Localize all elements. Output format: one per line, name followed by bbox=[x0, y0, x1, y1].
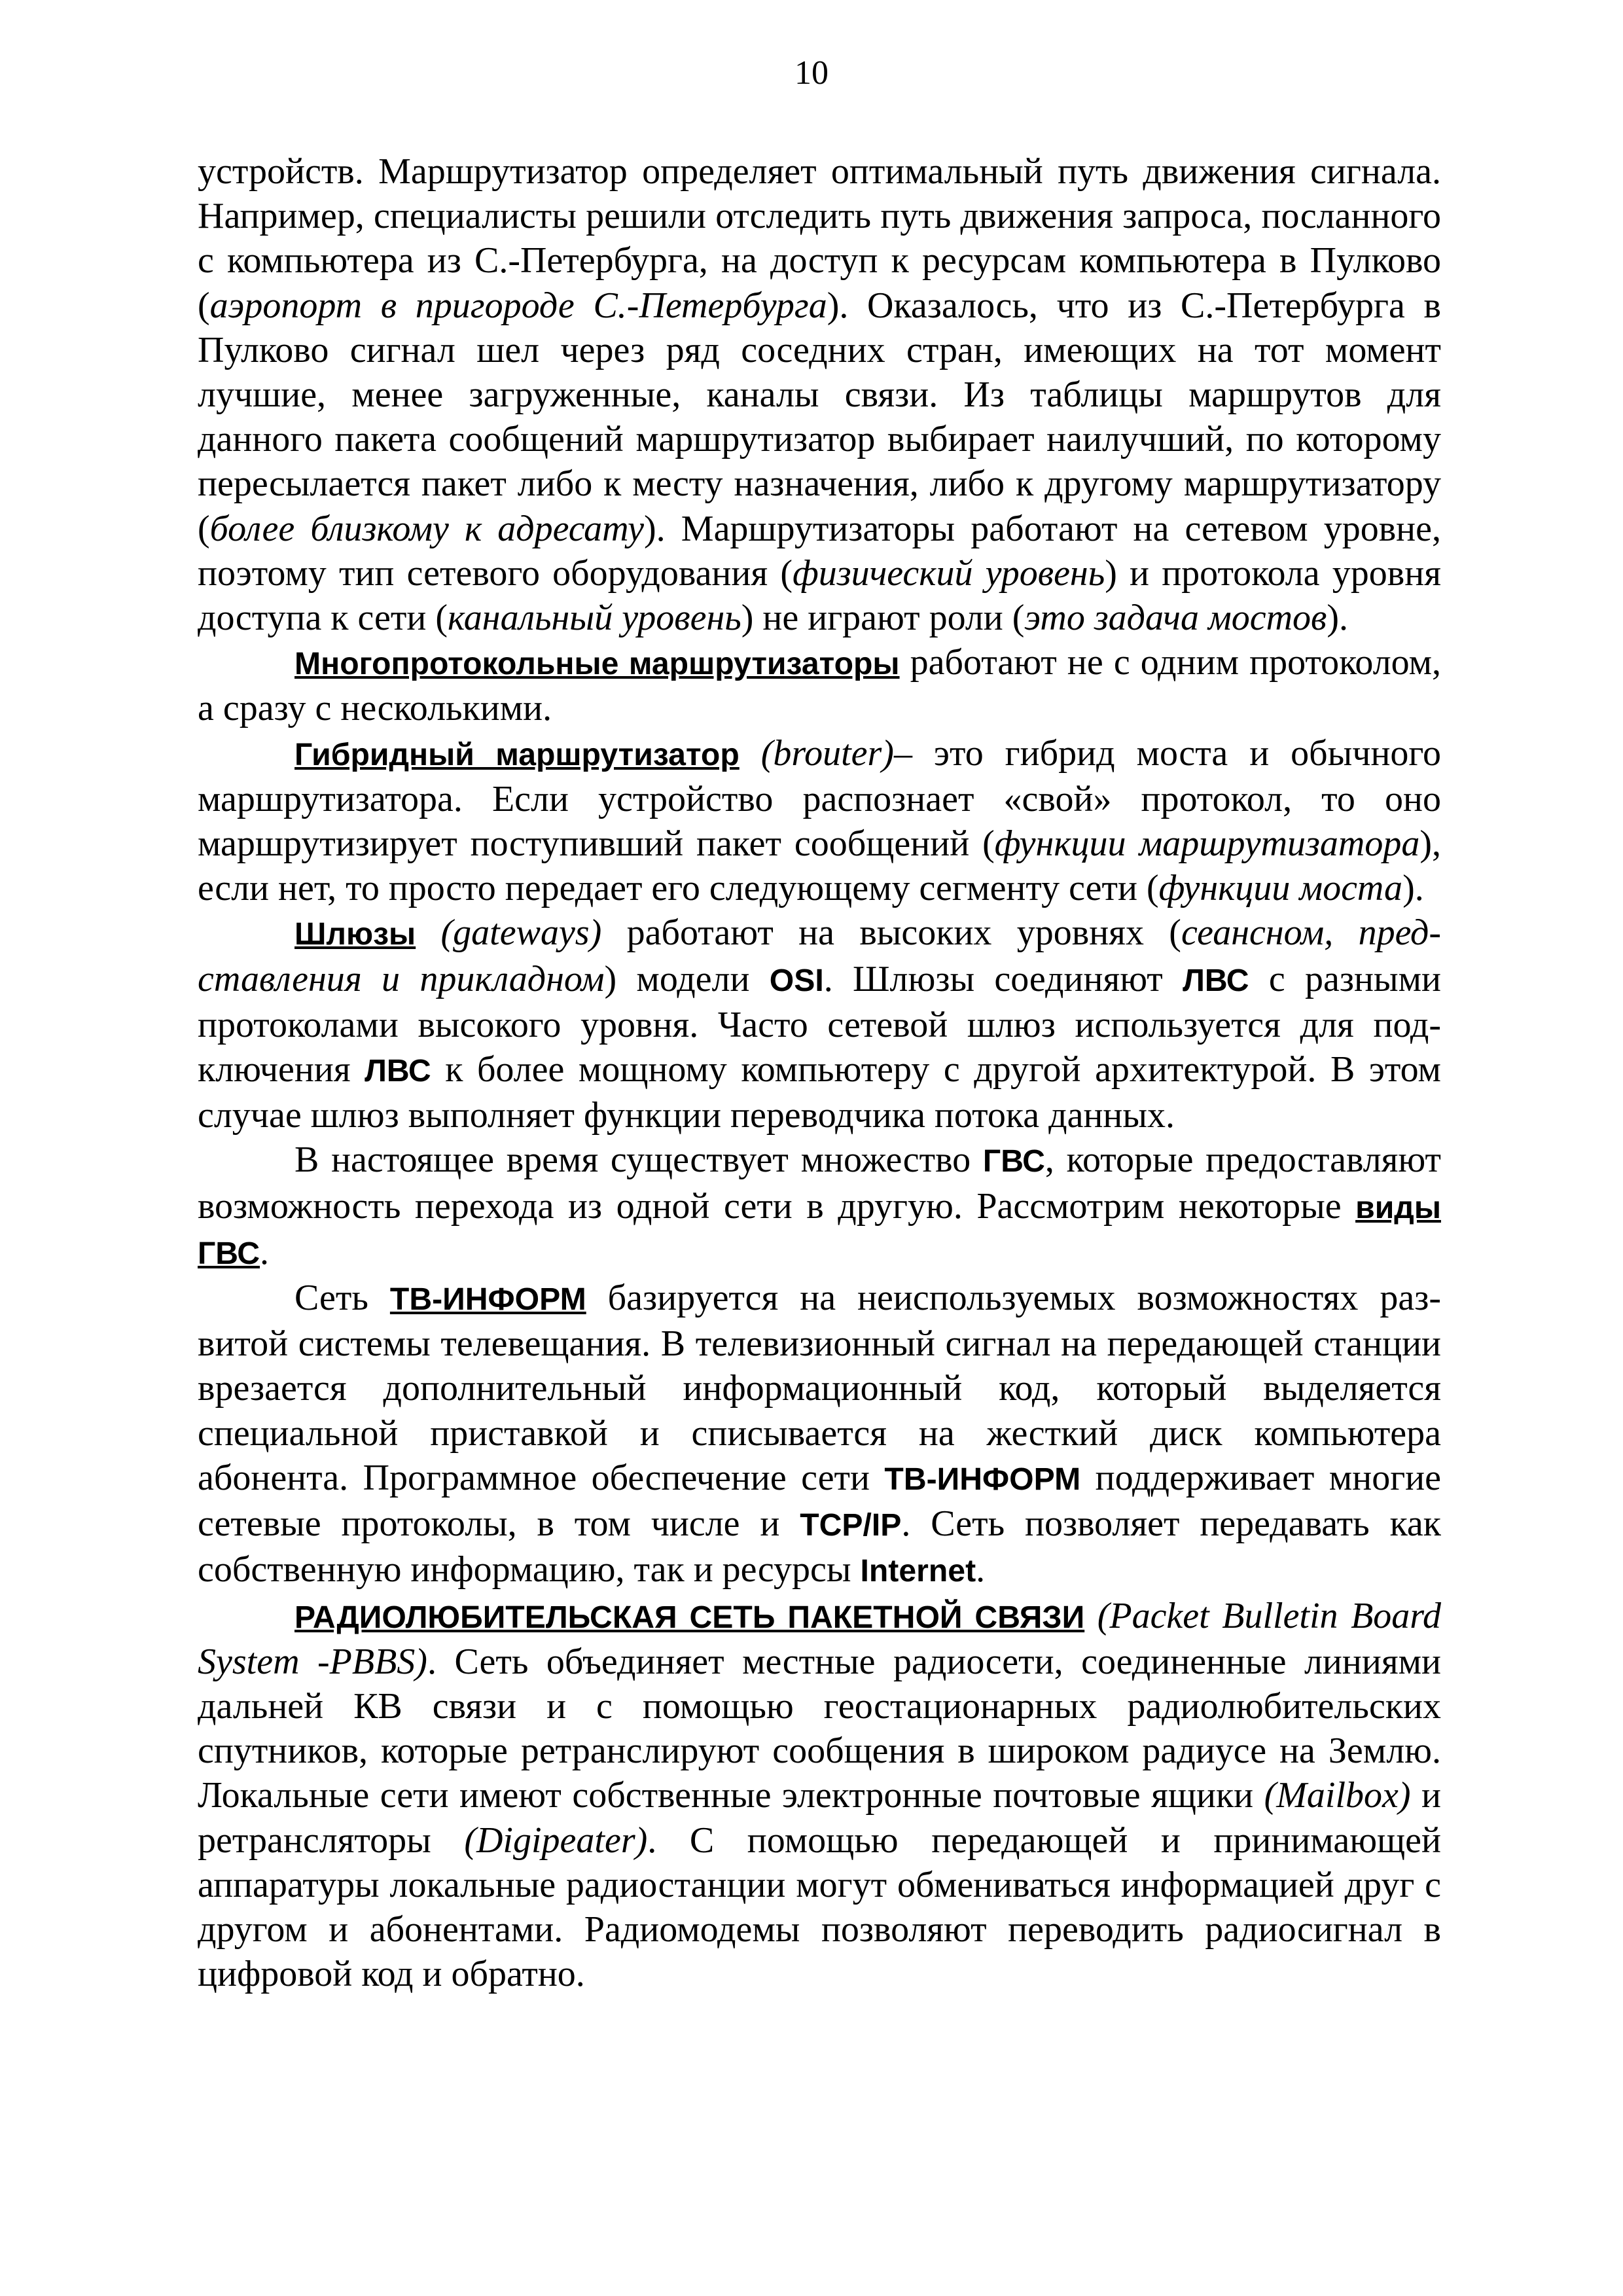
term-wan-types: виды ГВС bbox=[198, 1189, 1441, 1271]
page-body bbox=[198, 149, 1441, 1996]
italic-note: (brouter) bbox=[739, 732, 894, 774]
text: ) и протокола уровня доступа к сети ( bbox=[198, 552, 1441, 639]
italic-note: аэропорт в пригороде С.-Петербурга bbox=[209, 285, 827, 326]
italic-note: (Mailbox) bbox=[1264, 1775, 1411, 1816]
paragraph-brouter bbox=[198, 731, 1441, 911]
text: к более мощному компьютеру с другой архитектурой. В этом случае шлюз выполняет функции переводчика потока данных. bbox=[198, 1049, 1441, 1136]
paragraph-wan-types bbox=[198, 1138, 1441, 1276]
text: . bbox=[260, 1231, 270, 1272]
abbreviation: OSI bbox=[769, 962, 824, 998]
text: – это гибрид моста и обычного маршрутизатора. Если устройство распознает «свой» протокол, то оно маршрутизирует поступивший пакет сообщений ( bbox=[198, 732, 1442, 865]
paragraph-multiprotocol-routers bbox=[198, 640, 1441, 730]
text: В настоящее время существует множество bbox=[294, 1139, 983, 1181]
text: поддерживает многие сетевые протоколы, в том числе и bbox=[198, 1457, 1441, 1545]
text: и ретрансляторы bbox=[198, 1775, 1442, 1861]
text: базируется на неиспользуемых возможностях развитой системы телевещания. В телевизионный сигнал на передающей станции врезается дополнительный информационный код, который выделяется специальной приставкой и списывается на жесткий диск компьютера абонента. Программное обеспечение сети bbox=[198, 1278, 1441, 1498]
italic-note: функции моста bbox=[1158, 868, 1403, 909]
paragraph-tv-inform bbox=[198, 1276, 1441, 1593]
paragraph-gateways bbox=[198, 910, 1441, 1138]
text: ), если нет, то просто передает его следующему сегменту сети ( bbox=[198, 823, 1441, 909]
italic-note: более близкому к адресату bbox=[209, 508, 645, 549]
italic-note: (Digipeater) bbox=[464, 1820, 648, 1861]
italic-note: (gateways) bbox=[416, 912, 602, 954]
text: ). bbox=[1402, 868, 1424, 909]
abbreviation: ТВ-ИНФОРМ bbox=[884, 1461, 1081, 1497]
text: ). Маршрутизаторы работают на сетевом уровне, поэтому тип сетевого оборудования ( bbox=[198, 508, 1441, 594]
term-tv-inform: ТВ-ИНФОРМ bbox=[389, 1282, 586, 1318]
italic-note: сеансном, представления и прикладном bbox=[198, 912, 1442, 999]
text: . bbox=[976, 1549, 986, 1590]
text: , которые предоставляют возможность перехода из одной сети в другую. Рассмотрим некоторые bbox=[198, 1139, 1442, 1227]
text: ) не играют роли ( bbox=[741, 598, 1025, 639]
italic-note: канальный уровень bbox=[448, 598, 741, 639]
paragraph-router-path bbox=[198, 149, 1441, 640]
text: . Сеть объединяет местные радиосети, соединенные линиями дальней КВ связи и с помощью геостационарных радиолюбительских спутников, которые ретранслируют сообщения в широком радиусе на Землю. Локальные сети имеют собственные электронные почтовые ящики bbox=[198, 1641, 1441, 1816]
term-multiprotocol-routers: Многопротокольные маршрутизаторы bbox=[294, 646, 900, 682]
text: ). Оказалось, что из С.-Петербурга в Пулково сигнал шел через ряд соседних стран, имеющих на тот момент лучшие, менее загруженные, каналы связи. Из таблицы маршрутов для данного пакета сообщений маршрутизатор выбирает наилучший, по которому пересылается пакет либо к месту назначения, либо к другому маршрутизатору ( bbox=[198, 285, 1441, 549]
text: ). bbox=[1327, 598, 1348, 639]
italic-note: (Packet Bulletin Board System -PBBS) bbox=[198, 1595, 1441, 1682]
abbreviation: ГВС bbox=[982, 1143, 1045, 1179]
italic-note: это задача мостов bbox=[1024, 598, 1327, 639]
term-brouter: Гибридный маршрутизатор bbox=[294, 736, 740, 772]
text: . Сеть позволяет передавать как собственную информацию, так и ресурсы bbox=[198, 1503, 1441, 1590]
term-gateways: Шлюзы bbox=[294, 916, 416, 952]
page-number: 10 bbox=[794, 54, 829, 92]
italic-note: физический уровень bbox=[792, 552, 1105, 594]
text: работают не с одним протоколом, а сразу с несколькими. bbox=[198, 642, 1442, 729]
abbreviation: TCP/IP bbox=[800, 1507, 902, 1543]
text: Сеть bbox=[294, 1278, 390, 1319]
text: . С помощью передающей и принимающей аппаратуры локальные радиостанции могут обмениваться информацией друг с другом и абонентами. Радиомодемы позволяют переводить радиосигнал в цифровой код и обратно. bbox=[198, 1820, 1441, 1995]
abbreviation: Internet bbox=[860, 1553, 976, 1589]
abbreviation: ЛВС bbox=[1183, 962, 1249, 998]
text: с разными протоколами высокого уровня. Часто сетевой шлюз используется для подключения bbox=[198, 958, 1442, 1090]
paragraph-packet-radio bbox=[198, 1594, 1441, 1997]
italic-note: функции маршрутизатора bbox=[994, 823, 1420, 865]
text: устройств. Маршрутизатор определяет оптимальный путь движения сигнала. Например, специалисты решили отследить путь движения запроса, посланного с компьютера из С.-Петербурга, на доступ к ресурсам компьютера в Пулково ( bbox=[198, 151, 1441, 326]
abbreviation: ЛВС bbox=[365, 1053, 431, 1089]
text: . Шлюзы соединяют bbox=[823, 958, 1183, 999]
term-packet-radio: РАДИОЛЮБИТЕЛЬСКАЯ СЕТЬ ПАКЕТНОЙ СВЯЗИ bbox=[294, 1599, 1085, 1635]
text: ) модели bbox=[604, 958, 770, 999]
text: работают на высоких уровнях ( bbox=[601, 912, 1181, 954]
